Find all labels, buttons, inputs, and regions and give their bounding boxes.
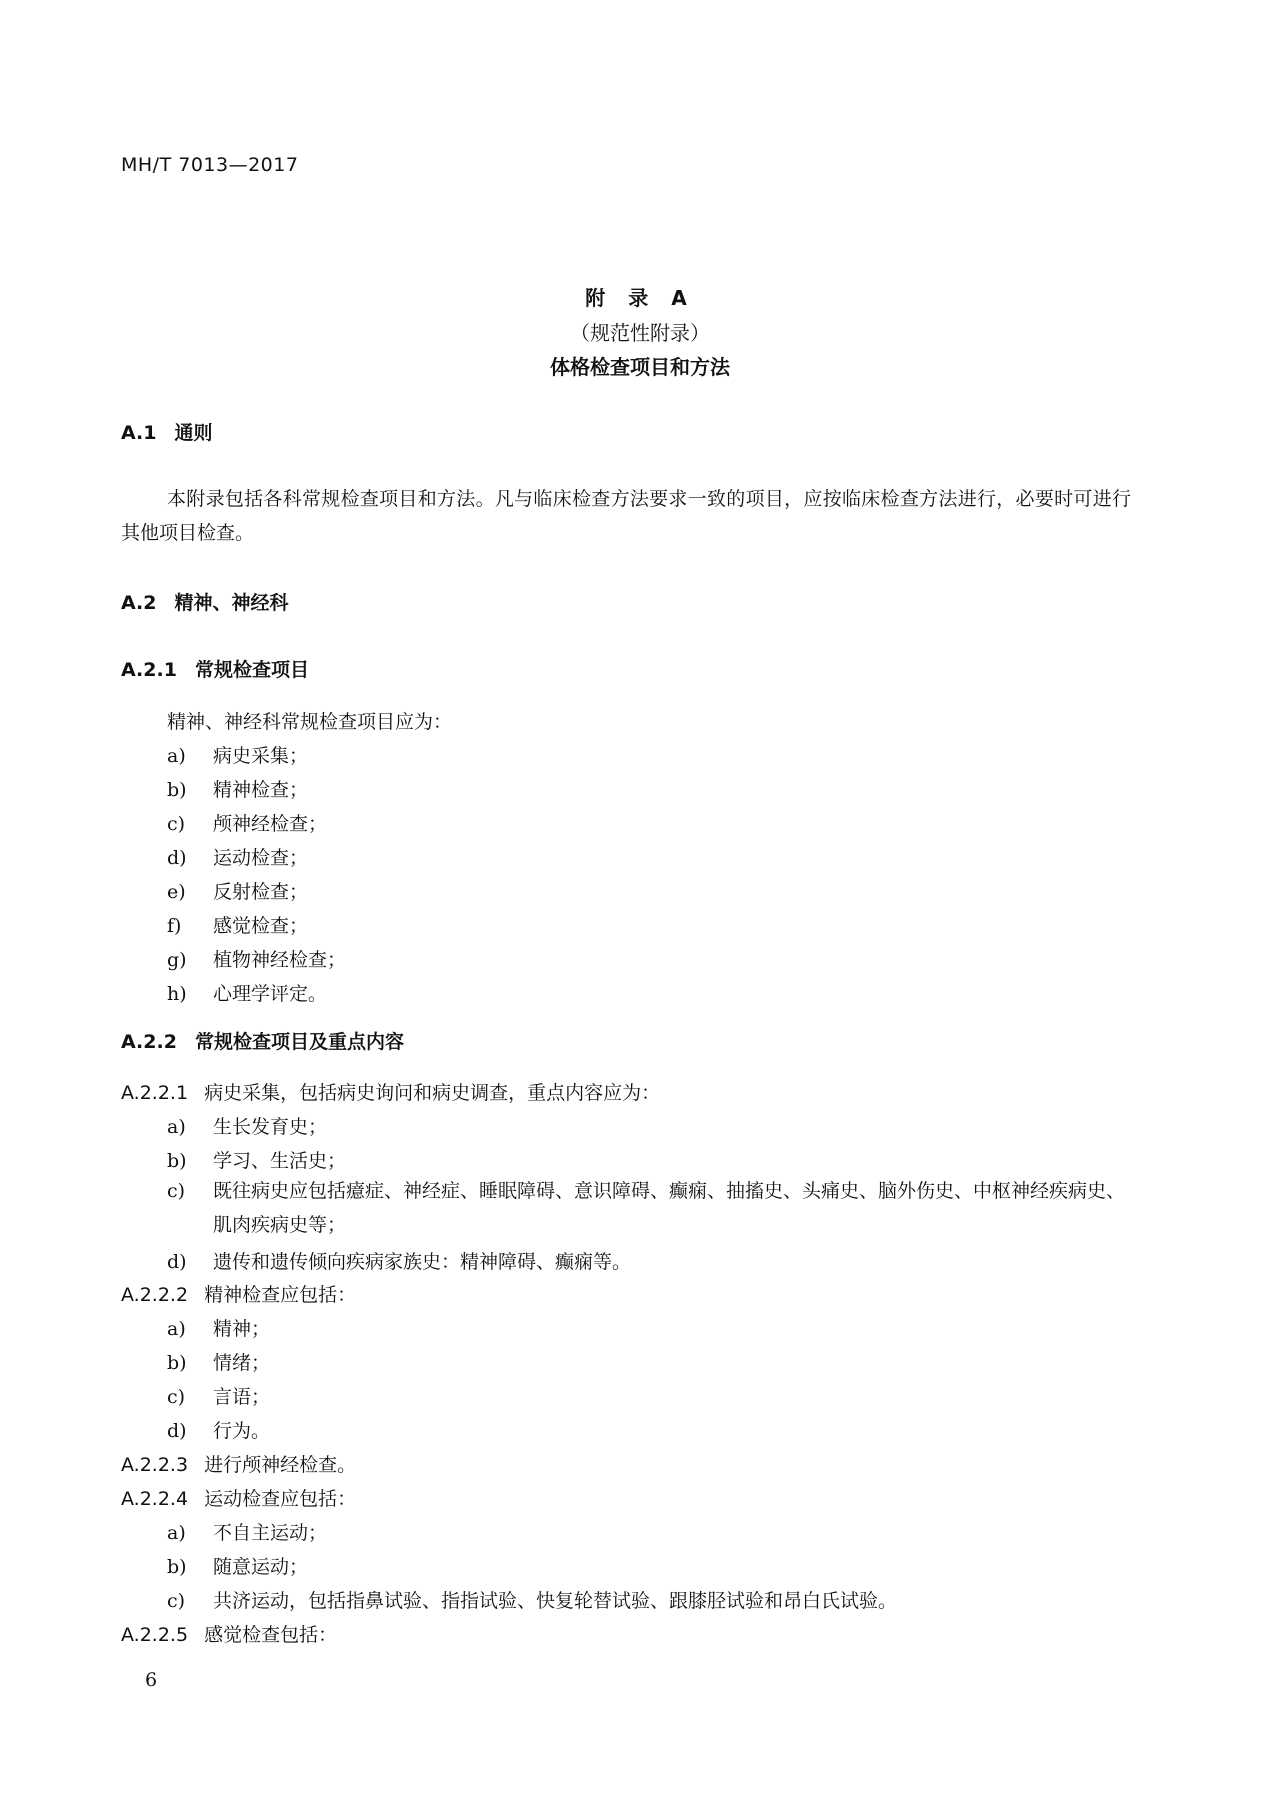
list-item [167,1314,270,1341]
intro-text: 精神、神经科常规检查项目应为： [167,711,453,733]
list-label: g) [167,949,187,971]
clause-number: A.2.2.3 [121,1454,189,1476]
list-label: h) [167,983,187,1005]
list-text: 言语； [213,1386,271,1408]
list-label: d) [167,1420,187,1442]
list-item [167,1518,327,1545]
list-text: 精神； [213,1318,271,1340]
list-label: c) [167,1590,186,1612]
list-item [167,1586,897,1613]
list-item [167,775,308,802]
clause-text: 病史采集，包括病史询问和病史调查，重点内容应为： [204,1082,661,1104]
list-label: d) [167,847,187,869]
list-text: 心理学评定。 [213,983,328,1005]
list-text: 共济运动，包括指鼻试验、指指试验、快复轮替试验、跟膝胫试验和昂白氏试验。 [213,1590,898,1612]
list-item [167,741,308,768]
section-title: 常规检查项目 [194,659,309,681]
clause-text: 感觉检查包括： [204,1624,338,1646]
list-label: f) [167,915,182,937]
list-text: 反射检查； [213,881,309,903]
clause-text: 精神检查应包括： [204,1284,357,1306]
clause-number: A.2.2.5 [121,1624,189,1646]
list-label: c) [167,1386,186,1408]
annex-title: 附 录 A [585,286,695,310]
list-item [167,843,308,870]
clause-number: A.2.2.1 [121,1082,189,1104]
list-text: 病史采集； [213,745,309,767]
subclause-a224 [121,1484,356,1511]
list-label: b) [167,779,187,801]
section-number: A.2.2 [121,1031,177,1053]
subclause-a222 [121,1280,356,1307]
list-item [167,979,327,1006]
list-item [167,1247,631,1274]
list-label: b) [167,1352,187,1374]
list-text: 精神检查； [213,779,309,801]
standard-code: MH/T 7013—2017 [121,154,299,176]
list-text: 颅神经检查； [213,813,328,835]
clause-text: 进行颅神经检查。 [204,1454,357,1476]
list-text: 既往病史应包括癔症、神经症、睡眠障碍、意识障碍、癫痫、抽搐史、头痛史、脑外伤史、中枢神经疾病史、肌肉疾病史等； [213,1180,1126,1236]
list-label: b) [167,1556,187,1578]
list-label: a) [167,1318,186,1340]
list-text: 遗传和遗传倾向疾病家族史：精神障碍、癫痫等。 [213,1251,632,1273]
list-label: d) [167,1251,187,1273]
list-item [167,911,308,938]
list-label: a) [167,1522,186,1544]
list-label: a) [167,745,186,767]
list-item [167,809,327,836]
page-number: 6 [145,1669,158,1691]
section-heading-a1 [121,418,213,445]
list-text: 运动检查； [213,847,309,869]
section-number: A.2 [121,592,157,614]
clause-number: A.2.2.4 [121,1488,189,1510]
list-text: 学习、生活史； [213,1150,347,1172]
annex-name: 体格检查项目和方法 [550,355,730,379]
section-heading-a22 [121,1027,404,1054]
subclause-a223 [121,1450,356,1477]
list-text: 行为。 [213,1420,271,1442]
list-label: a) [167,1116,186,1138]
list-label: b) [167,1150,187,1172]
clause-text: 运动检查应包括： [204,1488,357,1510]
section-title: 精神、神经科 [174,592,289,614]
paragraph-a1: 本附录包括各科常规检查项目和方法。凡与临床检查方法要求一致的项目，应按临床检查方法进行，必要时可进行其他项目检查。 [121,488,1131,544]
list-label: c) [167,1180,186,1202]
list-text: 情绪； [213,1352,271,1374]
section-number: A.2.1 [121,659,177,681]
list-item [167,1382,270,1409]
list-item [167,877,308,904]
section-title: 通则 [174,422,213,444]
list-item [167,1174,1133,1242]
list-text: 不自主运动； [213,1522,328,1544]
list-text: 随意运动； [213,1556,309,1578]
subclause-a221 [121,1078,660,1105]
list-label: c) [167,813,186,835]
list-item [167,1348,270,1375]
subclause-a225 [121,1620,337,1647]
section-heading-a2 [121,588,289,615]
section-number: A.1 [121,422,157,444]
annex-type: （规范性附录） [570,321,710,345]
list-item [167,945,346,972]
list-item [167,1416,270,1443]
list-item [167,1112,327,1139]
section-heading-a21 [121,655,309,682]
list-text: 植物神经检查； [213,949,347,971]
list-label: e) [167,881,186,903]
section-title: 常规检查项目及重点内容 [194,1031,404,1053]
list-item [167,1552,308,1579]
list-item [167,1146,346,1173]
list-text: 感觉检查； [213,915,309,937]
list-text: 生长发育史； [213,1116,328,1138]
clause-number: A.2.2.2 [121,1284,189,1306]
